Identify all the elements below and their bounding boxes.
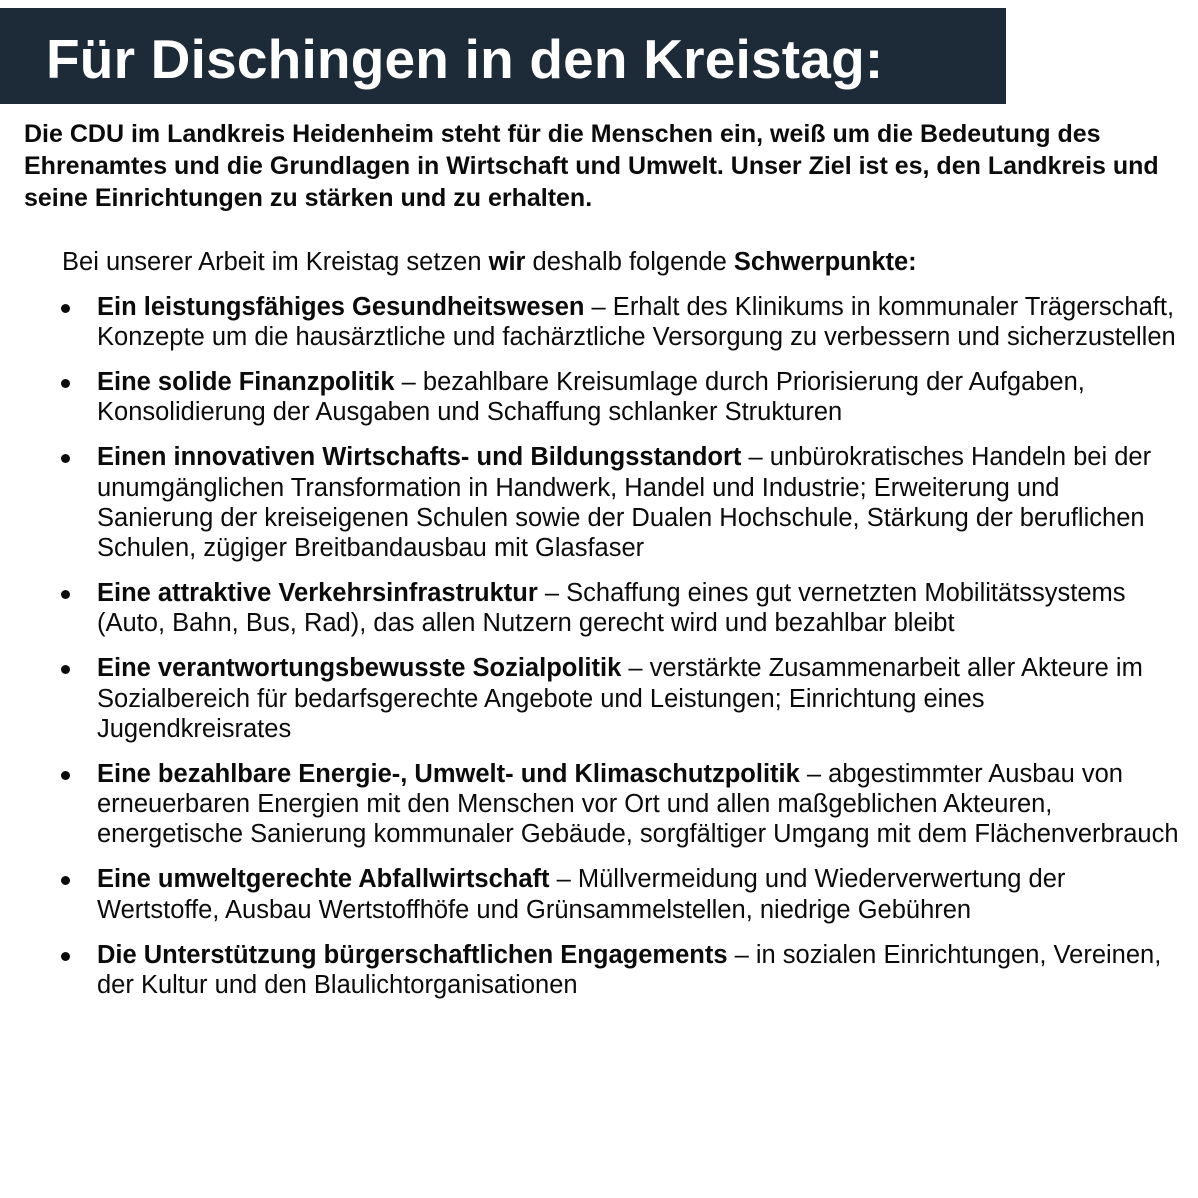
list-item bbox=[0, 759, 1198, 850]
list-item bbox=[0, 578, 1198, 639]
list-item-title: Die Unterstützung bürgerschaftlichen Engagements bbox=[97, 940, 728, 969]
list-item-text: – Erhalt des Klinikums in kommunaler Trägerschaft, Konzepte um die hausärztliche und fachärztliche Versorgung zu verbessern und sicherzustellen bbox=[97, 293, 1176, 352]
header-bar bbox=[0, 8, 1006, 104]
list-item-title: Ein leistungsfähiges Gesundheitswesen bbox=[97, 293, 585, 321]
list-item-title: Eine umweltgerechte Abfallwirtschaft bbox=[97, 865, 550, 894]
list-item bbox=[0, 940, 1198, 1001]
list-item-text: – in sozialen Einrichtungen, Vereinen, der Kultur und den Blaulichtorganisationen bbox=[97, 940, 1162, 999]
list-item bbox=[0, 442, 1198, 563]
bullet-icon bbox=[61, 665, 70, 674]
bullet-icon bbox=[61, 952, 70, 961]
lead-sentence bbox=[62, 246, 917, 278]
lead-text-2: deshalb folgende bbox=[525, 248, 734, 276]
list-item-text: – abgestimmter Ausbau von erneuerbaren Energien mit den Menschen vor Ort und allen maßgeblichen Akteuren, energetische Sanierung kommunaler Gebäude, sorgfältiger Umgang mit dem Flächenverbrauch bbox=[97, 759, 1179, 849]
list-item-text: – verstärkte Zusammenarbeit aller Akteure im Sozialbereich für bedarfsgerechte Angebote und Leistungen; Einrichtung eines Jugendkreisrates bbox=[97, 654, 1143, 743]
bullet-icon bbox=[61, 590, 70, 599]
bullet-icon bbox=[61, 379, 70, 388]
list-item-text: – Müllvermeidung und Wiederverwertung der Wertstoffe, Ausbau Wertstoffhöfe und Grünsammelstellen, niedrige Gebühren bbox=[97, 865, 1066, 924]
lead-bold-1: wir bbox=[488, 248, 526, 276]
bullet-icon bbox=[61, 771, 70, 780]
list-item-title: Eine bezahlbare Energie-, Umwelt- und Klimaschutzpolitik bbox=[97, 759, 800, 788]
bullet-icon bbox=[61, 304, 70, 313]
list-item-title: Eine attraktive Verkehrsinfrastruktur bbox=[97, 579, 538, 608]
lead-bold-2: Schwerpunkte: bbox=[733, 248, 917, 276]
list-item-title: Eine solide Finanzpolitik bbox=[97, 368, 395, 397]
list-item-text: – Schaffung eines gut vernetzten Mobilitätssystems (Auto, Bahn, Bus, Rad), das allen Nutzern gerecht wird und bezahlbar bleibt bbox=[97, 579, 1126, 638]
bullet-icon bbox=[61, 454, 70, 463]
list-item-title: Eine verantwortungsbewusste Sozialpolitik bbox=[97, 654, 622, 683]
priorities-list bbox=[0, 292, 1198, 1015]
lead-text-1: Bei unserer Arbeit im Kreistag setzen bbox=[62, 248, 489, 276]
list-item-text: – bezahlbare Kreisumlage durch Priorisierung der Aufgaben, Konsolidierung der Ausgaben und Schaffung schlanker Strukturen bbox=[97, 368, 1085, 427]
list-item-text: – unbürokratisches Handeln bei der unumgänglichen Transformation in Handwerk, Handel und Industrie; Erweiterung und Sanierung der kreiseigenen Schulen sowie der Dualen Hochschule, Stärkung der beruflichen Schulen, zügiger Breitbandausbau mit Glasfaser bbox=[97, 443, 1152, 563]
list-item bbox=[0, 653, 1198, 744]
list-item bbox=[0, 292, 1198, 353]
bullet-icon bbox=[61, 876, 70, 885]
list-item bbox=[0, 367, 1198, 428]
list-item bbox=[0, 864, 1198, 925]
list-item-title: Einen innovativen Wirtschafts- und Bildungsstandort bbox=[97, 443, 742, 472]
intro-paragraph: Die CDU im Landkreis Heidenheim steht für die Menschen ein, weiß um die Bedeutung des Ehrenamtes und die Grundlagen in Wirtschaft und Umwelt. Unser Ziel ist es, den Landkreis und seine Einrichtungen zu stärken und zu erhalten. bbox=[24, 120, 1159, 212]
page-title: Für Dischingen in den Kreistag: bbox=[46, 28, 884, 90]
